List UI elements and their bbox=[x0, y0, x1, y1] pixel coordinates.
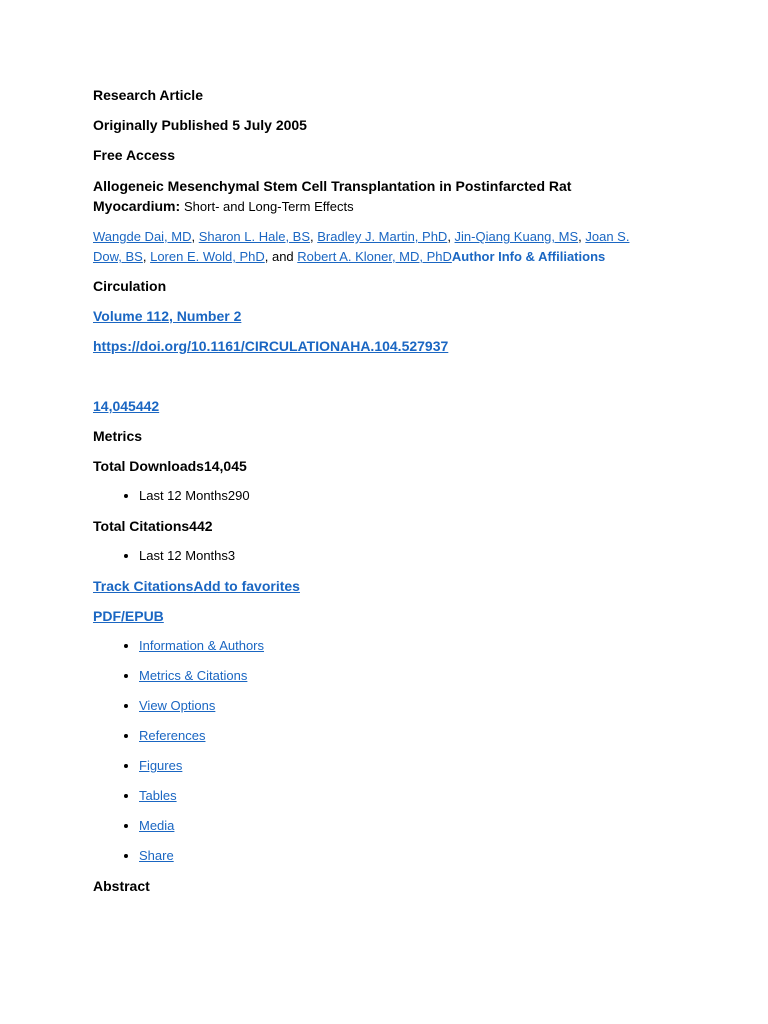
metrics-heading: Metrics bbox=[93, 428, 143, 444]
author-info-link[interactable]: Author Info & Affiliations bbox=[451, 249, 606, 264]
total-downloads: Total Downloads14,045 bbox=[93, 458, 247, 474]
nav-information-authors[interactable]: Information & Authors bbox=[139, 638, 265, 653]
article-type-label: Research Article bbox=[93, 87, 203, 103]
article-title-main: Allogeneic Mesenchymal Stem Cell Transplantation in Postinfarcted Rat Myocardium: bbox=[93, 178, 572, 214]
nav-references[interactable]: References bbox=[139, 728, 206, 743]
author-link[interactable]: Loren E. Wold, PhD bbox=[150, 249, 265, 264]
nav-item bbox=[139, 787, 653, 805]
access-badge: Free Access bbox=[93, 147, 175, 163]
nav-item bbox=[139, 697, 653, 715]
total-citations: Total Citations442 bbox=[93, 518, 213, 534]
article-nav-list bbox=[93, 637, 653, 865]
nav-view-options[interactable]: View Options bbox=[139, 698, 216, 713]
author-link[interactable]: Joan S. Dow, BS bbox=[93, 229, 630, 264]
journal-name: Circulation bbox=[93, 278, 167, 294]
abstract-heading: Abstract bbox=[93, 878, 150, 894]
pdf-epub-link[interactable]: PDF/EPUB bbox=[93, 608, 164, 624]
author-link[interactable]: Sharon L. Hale, BS bbox=[198, 229, 311, 244]
author-separator: , bbox=[447, 229, 455, 244]
author-link[interactable]: Jin-Qiang Kuang, MS bbox=[454, 229, 579, 244]
author-list bbox=[93, 227, 653, 267]
nav-tables[interactable]: Tables bbox=[139, 788, 177, 803]
author-separator: , bbox=[578, 229, 586, 244]
author-link[interactable]: Bradley J. Martin, PhD bbox=[317, 229, 448, 244]
spacer bbox=[93, 367, 653, 397]
nav-item bbox=[139, 727, 653, 745]
article-page bbox=[93, 86, 653, 907]
author-separator: , bbox=[191, 229, 199, 244]
nav-figures[interactable]: Figures bbox=[139, 758, 183, 773]
metrics-counts-link[interactable]: 14,045442 bbox=[93, 398, 160, 414]
author-link[interactable]: Robert A. Kloner, MD, PhD bbox=[297, 249, 452, 264]
volume-link[interactable]: Volume 112, Number 2 bbox=[93, 308, 242, 324]
downloads-list bbox=[93, 487, 653, 505]
nav-media[interactable]: Media bbox=[139, 818, 175, 833]
nav-item bbox=[139, 847, 653, 865]
nav-item bbox=[139, 817, 653, 835]
author-separator: , bbox=[142, 249, 151, 264]
nav-item bbox=[139, 667, 653, 685]
author-link[interactable]: Wangde Dai, MD bbox=[93, 229, 192, 244]
author-separator: , bbox=[310, 229, 318, 244]
nav-item bbox=[139, 757, 653, 775]
nav-item bbox=[139, 637, 653, 655]
citations-list bbox=[93, 547, 653, 565]
citations-last-12-months: • Last 12 Months3 bbox=[139, 547, 653, 565]
track-citations-link[interactable]: Track Citations bbox=[93, 578, 194, 594]
published-date: Originally Published 5 July 2005 bbox=[93, 117, 307, 133]
downloads-last-12-months: • Last 12 Months290 bbox=[139, 487, 653, 505]
article-title bbox=[93, 176, 653, 217]
nav-share[interactable]: Share bbox=[139, 848, 174, 863]
author-separator: , and bbox=[264, 249, 298, 264]
doi-link[interactable]: https://doi.org/10.1161/CIRCULATIONAHA.104.527937 bbox=[93, 338, 449, 354]
article-subtitle: Short- and Long-Term Effects bbox=[184, 199, 354, 214]
add-to-favorites-link[interactable]: Add to favorites bbox=[193, 578, 300, 594]
nav-metrics-citations[interactable]: Metrics & Citations bbox=[139, 668, 248, 683]
